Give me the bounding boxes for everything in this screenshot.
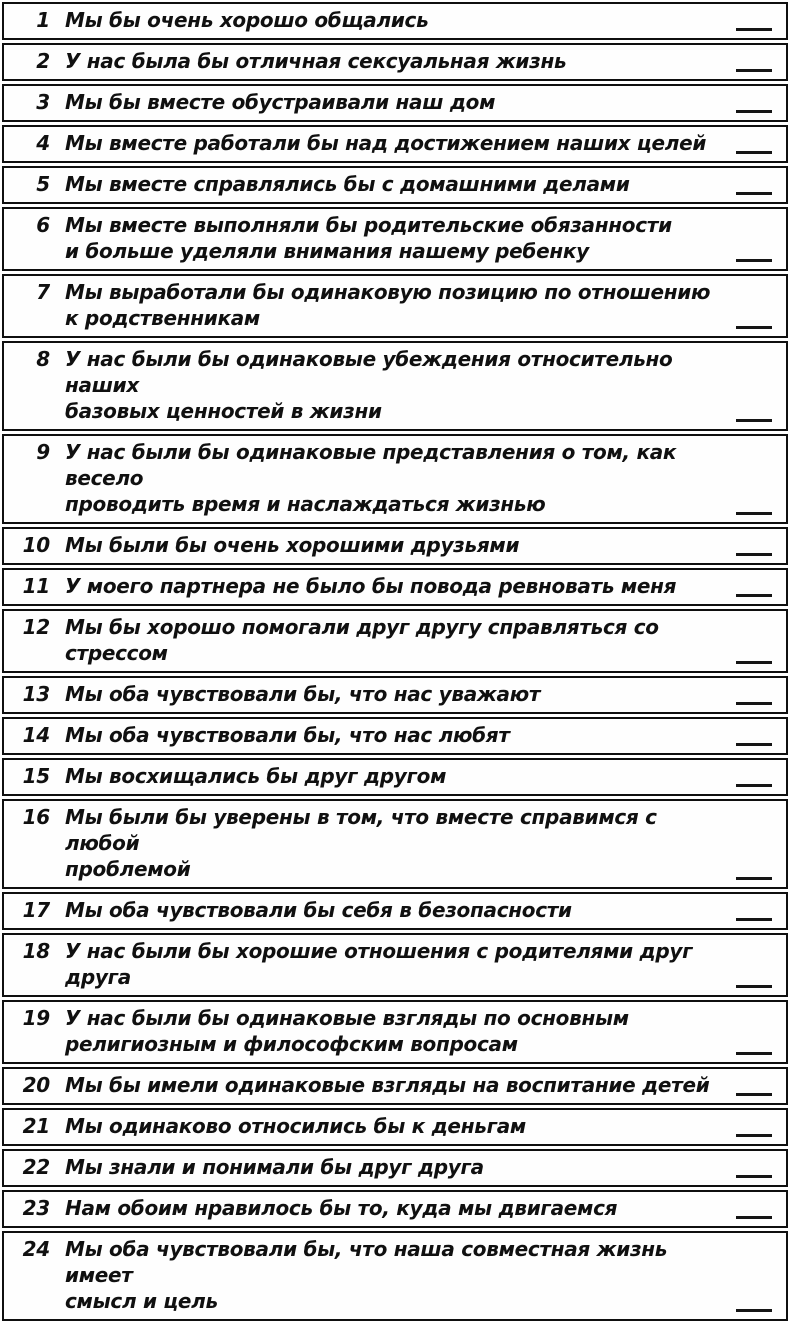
answer-blank (736, 877, 772, 880)
text-line: Мы вместе выполняли бы родительские обязанности (65, 213, 672, 237)
text-line: Мы оба чувствовали бы, что наша совместная жизнь имеет (65, 1237, 668, 1287)
answer-blank (736, 1134, 772, 1137)
text-line: Мы были бы очень хорошими друзьями (65, 533, 520, 557)
text-line: религиозным и философским вопросам (65, 1032, 518, 1056)
text-line: Мы бы имели одинаковые взгляды на воспитание детей (65, 1073, 710, 1097)
text-line: Мы выработали бы одинаковую позицию по отношению (65, 280, 711, 304)
text-line: У нас были бы хорошие отношения с родителями друг друга (65, 939, 693, 989)
text-line: Мы бы вместе обустраивали наш дом (65, 90, 496, 114)
text-line: У нас была бы отличная сексуальная жизнь (65, 49, 567, 73)
answer-blank (736, 512, 772, 515)
row-number: 20 (22, 1073, 50, 1097)
row-number: 12 (22, 615, 50, 639)
row-text (65, 1113, 526, 1139)
row-text (65, 614, 726, 666)
table-row (2, 892, 788, 930)
text-line: Мы одинаково относились бы к деньгам (65, 1114, 526, 1138)
answer-blank (736, 1052, 772, 1055)
row-text (65, 1236, 726, 1314)
answer-blank (736, 985, 772, 988)
row-number: 13 (22, 682, 50, 706)
text-line: Мы вместе справлялись бы с домашними делами (65, 172, 630, 196)
table-row (2, 125, 788, 163)
row-text (65, 532, 519, 558)
answer-blank (736, 661, 772, 664)
answer-blank (736, 192, 772, 195)
text-line: У моего партнера не было бы повода ревновать меня (65, 574, 677, 598)
row-text (65, 1154, 484, 1180)
row-number: 5 (36, 172, 50, 196)
row-number: 8 (36, 347, 50, 371)
answer-blank (736, 702, 772, 705)
answer-blank (736, 918, 772, 921)
answer-blank (736, 28, 772, 31)
text-line: У нас были бы одинаковые взгляды по основным (65, 1006, 629, 1030)
answer-blank (736, 1216, 772, 1219)
table-row (2, 568, 788, 606)
row-number: 22 (22, 1155, 50, 1179)
table-row (2, 434, 788, 524)
table-row (2, 1190, 788, 1228)
table-row (2, 84, 788, 122)
text-line: Мы восхищались бы друг другом (65, 764, 447, 788)
row-number: 24 (22, 1237, 50, 1261)
row-text (65, 681, 540, 707)
answer-blank (736, 419, 772, 422)
table-row (2, 1067, 788, 1105)
row-text (65, 130, 706, 156)
table-row (2, 1000, 788, 1064)
row-number: 21 (22, 1114, 50, 1138)
row-number: 18 (22, 939, 50, 963)
row-number: 23 (22, 1196, 50, 1220)
table-row (2, 933, 788, 997)
row-number: 10 (22, 533, 50, 557)
row-text (65, 212, 672, 264)
text-line: У нас были бы одинаковые убеждения относительно наших (65, 347, 673, 397)
row-number: 16 (22, 805, 50, 829)
row-text (65, 804, 726, 882)
table-row (2, 2, 788, 40)
table-row (2, 274, 788, 338)
row-text (65, 346, 726, 424)
table-row (2, 676, 788, 714)
questionnaire-table (2, 2, 788, 1321)
table-row (2, 758, 788, 796)
table-row (2, 527, 788, 565)
row-number: 6 (36, 213, 50, 237)
answer-blank (736, 743, 772, 746)
text-line: проблемой (65, 857, 191, 881)
answer-blank (736, 553, 772, 556)
text-line: к родственникам (65, 306, 260, 330)
text-line: Мы знали и понимали бы друг друга (65, 1155, 484, 1179)
text-line: Мы оба чувствовали бы, что нас уважают (65, 682, 541, 706)
row-text (65, 1195, 617, 1221)
text-line: Мы были бы уверены в том, что вместе справимся с любой (65, 805, 657, 855)
row-text (65, 763, 446, 789)
row-text (65, 171, 630, 197)
row-number: 4 (36, 131, 50, 155)
answer-blank (736, 151, 772, 154)
answer-blank (736, 69, 772, 72)
table-row (2, 341, 788, 431)
row-number: 19 (22, 1006, 50, 1030)
table-row (2, 1231, 788, 1321)
table-row (2, 1108, 788, 1146)
row-text (65, 89, 495, 115)
text-line: базовых ценностей в жизни (65, 399, 382, 423)
text-line: Мы бы очень хорошо общались (65, 8, 429, 32)
row-text (65, 439, 726, 517)
row-number: 1 (36, 8, 50, 32)
row-number: 9 (36, 440, 50, 464)
row-text (65, 279, 710, 331)
row-text (65, 1072, 709, 1098)
table-row (2, 1149, 788, 1187)
table-row (2, 166, 788, 204)
row-text (65, 48, 566, 74)
answer-blank (736, 110, 772, 113)
table-row (2, 717, 788, 755)
text-line: Мы оба чувствовали бы себя в безопасности (65, 898, 572, 922)
row-text (65, 722, 510, 748)
row-number: 14 (22, 723, 50, 747)
text-line: проводить время и наслаждаться жизнью (65, 492, 546, 516)
text-line: и больше уделяли внимания нашему ребенку (65, 239, 589, 263)
text-line: Мы бы хорошо помогали друг другу справляться со стрессом (65, 615, 659, 665)
row-number: 11 (22, 574, 50, 598)
table-row (2, 207, 788, 271)
row-number: 3 (36, 90, 50, 114)
answer-blank (736, 784, 772, 787)
answer-blank (736, 1093, 772, 1096)
row-number: 2 (36, 49, 50, 73)
table-row (2, 43, 788, 81)
text-line: Нам обоим нравилось бы то, куда мы двигаемся (65, 1196, 618, 1220)
text-line: Мы вместе работали бы над достижением наших целей (65, 131, 707, 155)
row-text (65, 7, 428, 33)
answer-blank (736, 1175, 772, 1178)
answer-blank (736, 326, 772, 329)
answer-blank (736, 1309, 772, 1312)
row-number: 15 (22, 764, 50, 788)
answer-blank (736, 594, 772, 597)
answer-blank (736, 259, 772, 262)
row-number: 7 (36, 280, 50, 304)
row-text (65, 938, 726, 990)
row-text (65, 897, 572, 923)
row-number: 17 (22, 898, 50, 922)
row-text (65, 1005, 629, 1057)
table-row (2, 799, 788, 889)
text-line: У нас были бы одинаковые представления о том, как весело (65, 440, 677, 490)
text-line: Мы оба чувствовали бы, что нас любят (65, 723, 510, 747)
table-row (2, 609, 788, 673)
text-line: смысл и цель (65, 1289, 218, 1313)
row-text (65, 573, 676, 599)
